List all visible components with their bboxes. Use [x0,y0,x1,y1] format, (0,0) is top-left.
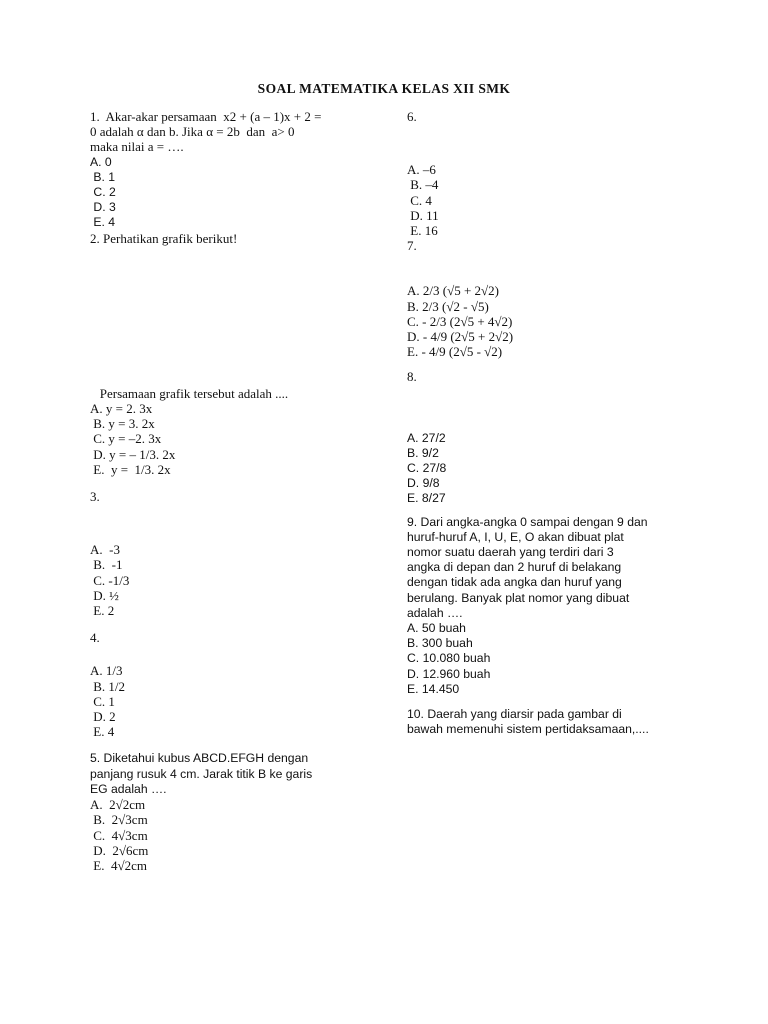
question-1 [90,109,380,231]
option-d: D. 2 [90,709,116,725]
option-c: C. - 2/3 (2√5 + 4√2) [407,313,513,329]
option-e: E. 16 [407,223,438,239]
question-5-text-line-1: 5. Diketahui kubus ABCD.EFGH dengan [90,751,309,766]
question-3-text: 3. [90,489,100,505]
question-7 [407,238,687,359]
option-a: A. –6 [407,162,436,178]
question-5-text-line-2: panjang rusuk 4 cm. Jarak titik B ke garis [90,766,313,781]
question-6 [407,109,687,238]
left-column [90,109,380,873]
question-9-text-line-5: dengan tidak ada angka dan huruf yang [407,575,622,590]
option-e: E. 4√2cm [90,857,147,873]
option-a: A. -3 [90,542,120,558]
question-4 [90,630,380,739]
question-1-text-line-3: maka nilai a = …. [90,139,184,155]
option-a: A. 27/2 [407,430,446,445]
option-d: D. 3 [90,200,116,215]
option-a: A. 2√2cm [90,797,146,813]
option-b: B. 1/2 [90,678,126,694]
question-2-prompt: Persamaan grafik tersebut adalah .... [90,385,289,401]
option-b: B. 2/3 (√2 - √5) [407,298,489,314]
question-8 [407,369,687,506]
option-b: B. 300 buah [407,636,473,651]
option-d: D. y = – 1/3. 2x [90,446,176,462]
question-2-text: 2. Perhatikan grafik berikut! [90,230,238,246]
option-c: C. 27/8 [407,461,447,476]
question-9-text-line-3: nomor suatu daerah yang terdiri dari 3 [407,545,614,560]
option-d: D. 12.960 buah [407,666,491,681]
page-title: SOAL MATEMATIKA KELAS XII SMK [257,81,511,96]
question-9-text-line-2: huruf-huruf A, I, U, E, O akan dibuat plat [407,529,624,544]
question-4-text: 4. [90,630,100,646]
option-c: C. y = –2. 3x [90,431,162,447]
option-e: E. - 4/9 (2√5 - √2) [407,344,503,360]
option-a: A. 1/3 [90,663,123,679]
option-b: B. -1 [90,557,123,573]
question-3 [90,489,380,618]
question-7-text: 7. [407,238,417,254]
question-9-text-line-4: angka di depan dan 2 huruf di belakang [407,560,622,575]
question-2 [90,231,380,477]
question-10 [407,707,687,737]
option-c: C. 4 [407,192,432,208]
option-c: C. -1/3 [90,572,130,588]
question-1-text-line-2: 0 adalah α dan b. Jika α = 2b dan a> 0 [90,124,295,140]
option-d: D. 9/8 [407,476,440,491]
option-c: C. 10.080 buah [407,651,491,666]
option-d: D. ½ [90,587,119,603]
question-5-text-line-3: EG adalah …. [90,781,167,796]
option-e: E. 8/27 [407,491,446,506]
option-e: E. 2 [90,603,115,619]
option-a: A. 50 buah [407,621,466,636]
graph-placeholder [90,246,380,386]
option-a: A. y = 2. 3x [90,401,153,417]
question-5 [90,751,380,873]
option-b: B. 9/2 [407,445,439,460]
option-c: C. 4√3cm [90,827,148,843]
option-c: C. 2 [90,185,116,200]
option-b: B. –4 [407,177,439,193]
option-b: B. 2√3cm [90,812,148,828]
option-b: B. 1 [90,169,116,184]
question-1-text-line-1: 1. Akar-akar persamaan x2 + (a – 1)x + 2 = [90,109,322,124]
question-9-text-line-6: berulang. Banyak plat nomor yang dibuat [407,590,630,605]
question-10-text-line-2: bawah memenuhi sistem pertidaksamaan,.... [407,722,649,737]
option-e: E. y = 1/3. 2x [90,461,171,477]
question-9-text-line-1: 9. Dari angka-angka 0 sampai dengan 9 dan [407,514,648,529]
question-10-text-line-1: 10. Daerah yang diarsir pada gambar di [407,707,622,722]
option-c: C. 1 [90,693,115,709]
question-6-text: 6. [407,109,417,124]
option-b: B. y = 3. 2x [90,416,155,432]
question-9 [407,515,687,697]
right-column [407,109,687,738]
option-a: A. 2/3 (√5 + 2√2) [407,283,500,299]
option-d: D. - 4/9 (2√5 + 2√2) [407,329,514,345]
question-8-text: 8. [407,369,417,385]
option-e: E. 14.450 [407,681,460,696]
question-9-text-line-7: adalah …. [407,605,463,620]
option-a: A. 0 [90,154,112,169]
option-e: E. 4 [90,215,116,230]
option-d: D. 11 [407,207,439,223]
option-d: D. 2√6cm [90,842,149,858]
option-e: E. 4 [90,724,115,740]
